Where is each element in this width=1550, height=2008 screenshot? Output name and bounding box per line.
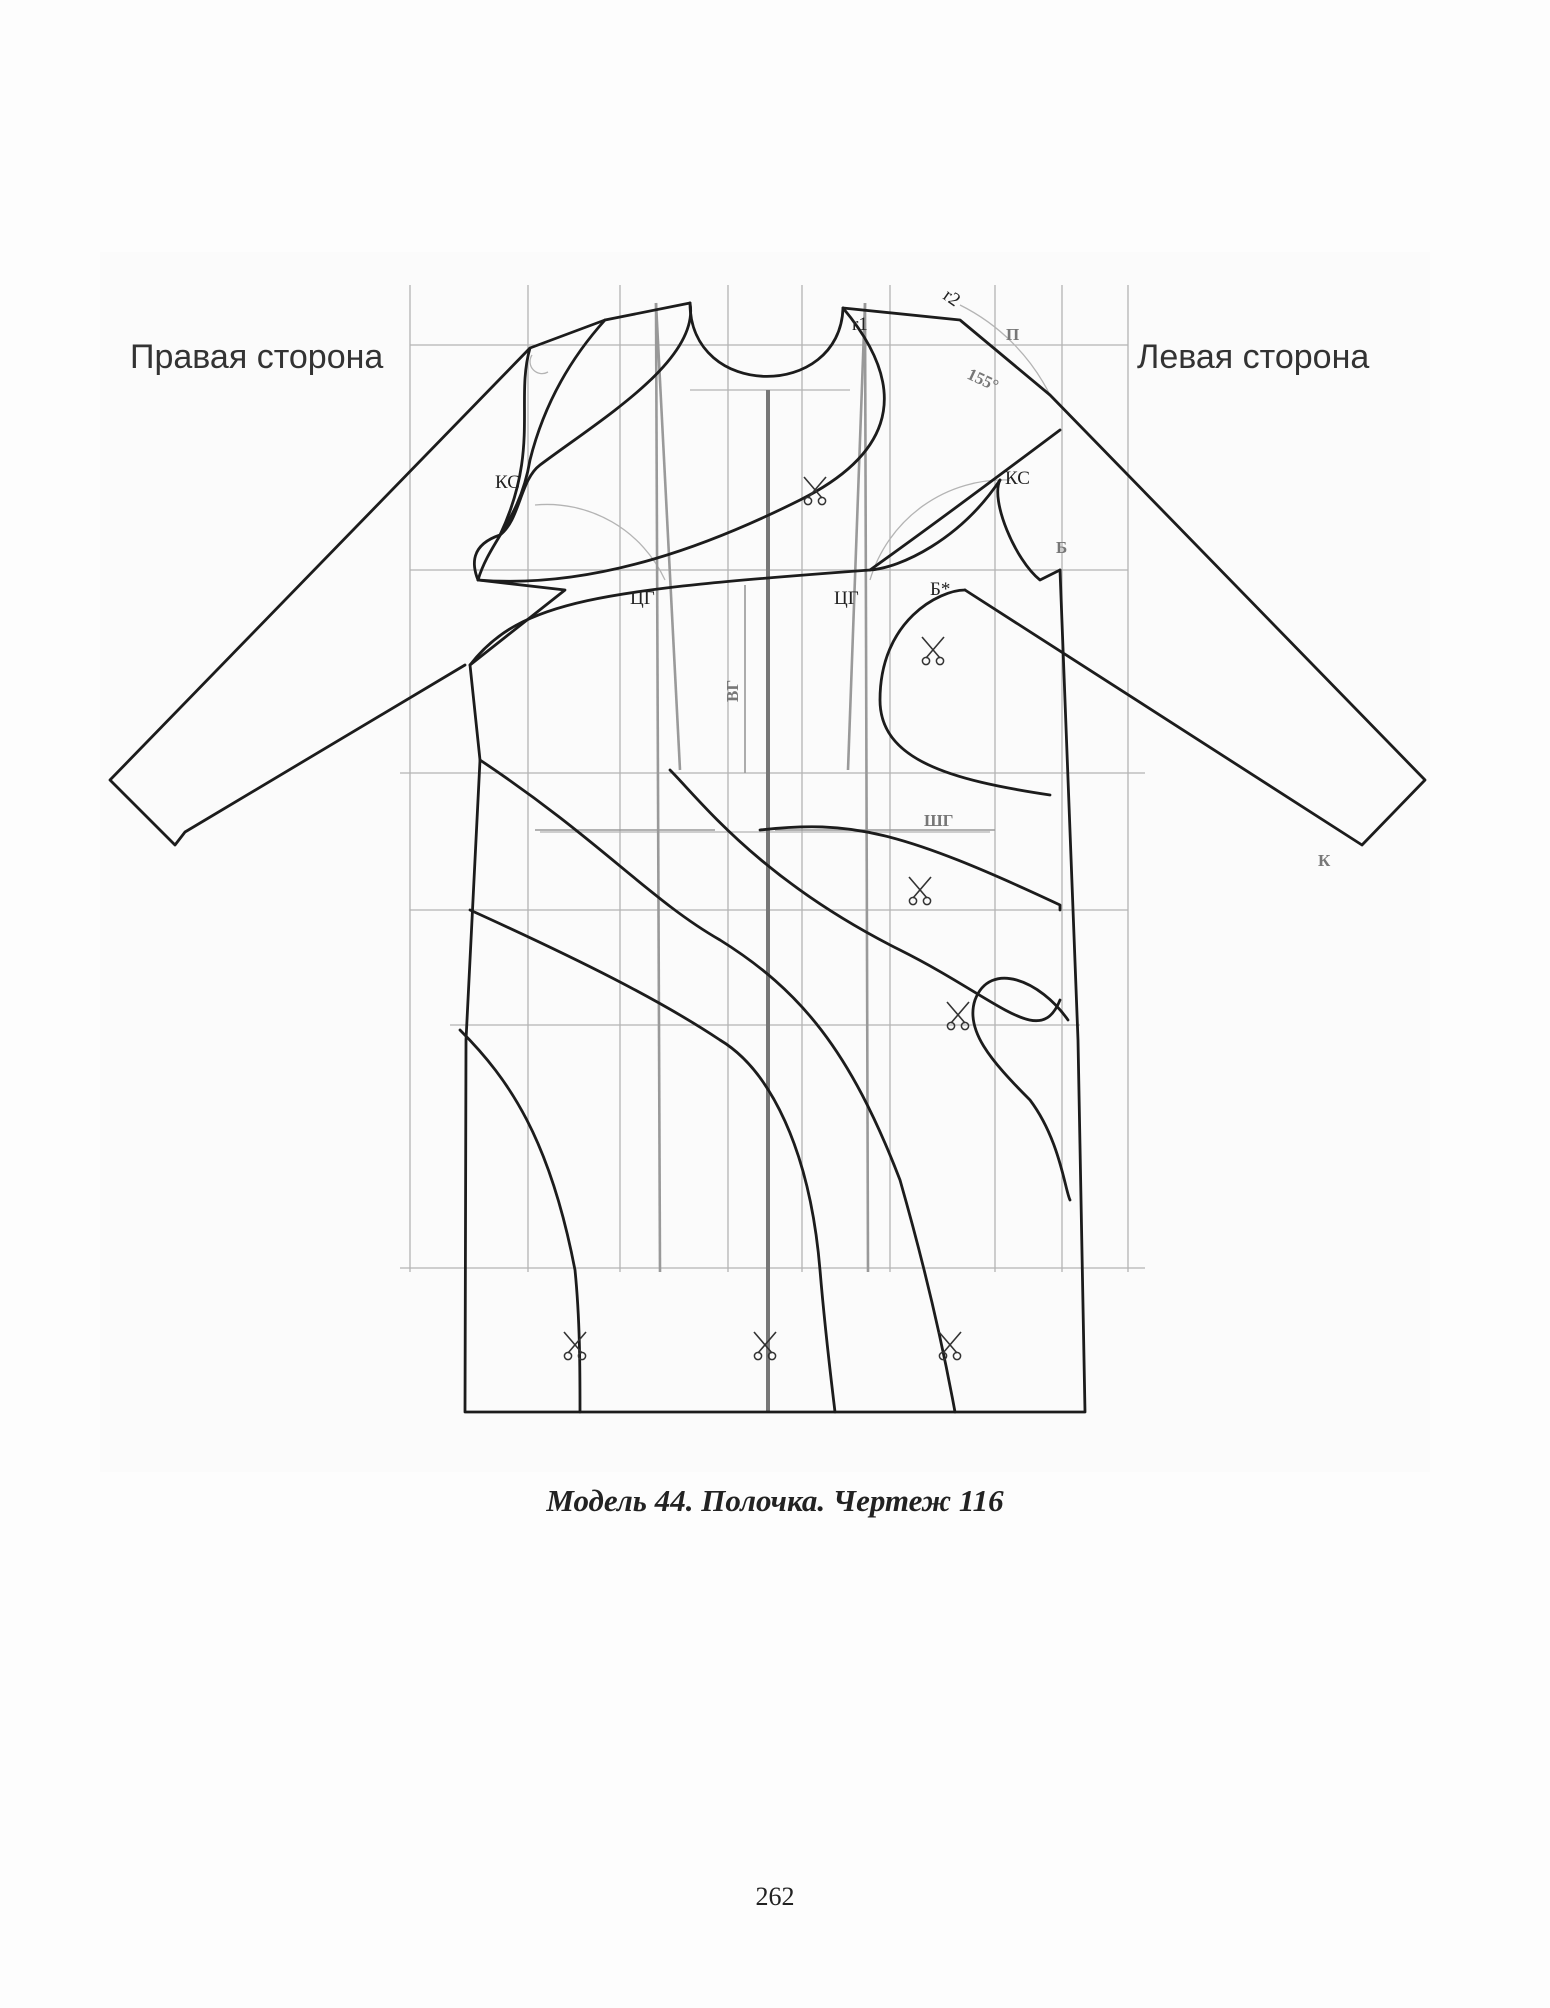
- scissors-icon: [922, 637, 944, 665]
- scissors-icon: [909, 877, 931, 905]
- radius-label-r2: r2: [939, 284, 965, 312]
- point-label-p: П: [1006, 325, 1020, 344]
- measure-label-shg: ШГ: [924, 811, 954, 830]
- right-side-label: Правая сторона: [130, 338, 384, 376]
- measure-label-vg: ВГ: [723, 679, 742, 702]
- point-label-cg-left: ЦГ: [834, 588, 859, 609]
- radius-label-r1: r1: [852, 314, 868, 335]
- scissors-icon: [564, 1332, 586, 1360]
- point-label-ks-left: КС: [1005, 468, 1030, 489]
- point-label-ks-right: КС: [495, 472, 520, 493]
- construction-grid: [400, 285, 1145, 1272]
- point-label-cg-right: ЦГ: [630, 588, 655, 609]
- page-number: 262: [755, 1882, 795, 1911]
- scissors-icon: [804, 477, 826, 505]
- point-label-k: К: [1318, 851, 1331, 870]
- point-label-b: Б: [1056, 538, 1068, 557]
- left-side-label: Левая сторона: [1137, 338, 1370, 376]
- scissors-icon: [754, 1332, 776, 1360]
- construction-lines: [535, 303, 995, 1412]
- angle-label: 155°: [964, 364, 1002, 396]
- point-label-b-star: Б*: [930, 579, 951, 600]
- figure-caption: Модель 44. Полочка. Чертеж 116: [546, 1483, 1004, 1518]
